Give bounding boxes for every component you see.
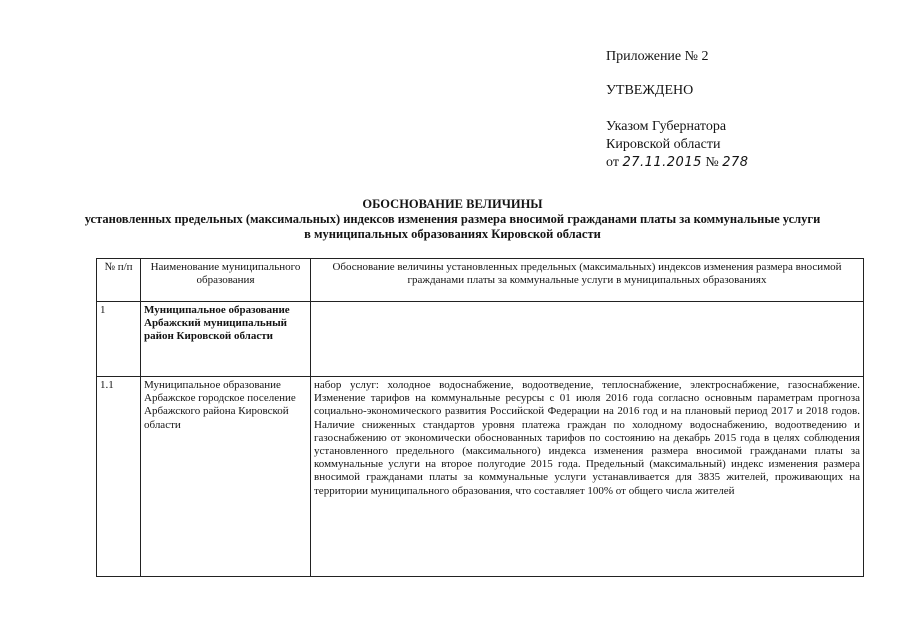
date-prefix: от: [606, 155, 619, 170]
row-justification: [311, 302, 864, 377]
decree-number: 278: [722, 155, 749, 170]
header-justification: Обоснование величины установленных предельных (максимальных) индексов изменения размера вносимой гражданами платы за коммунальные услуги в муниципальных образованиях: [311, 259, 864, 302]
row-number: 1.1: [97, 377, 141, 577]
justification-table: [96, 258, 864, 577]
decree-date: 27.11.2015: [622, 155, 702, 170]
table-header-row: [97, 259, 864, 302]
title-line-1: ОБОСНОВАНИЕ ВЕЛИЧИНЫ: [362, 197, 543, 211]
appendix-number: Приложение № 2: [606, 49, 709, 64]
row-name: Муниципальное образование Арбажское городское поселение Арбажского района Кировской области: [141, 377, 311, 577]
table-row: [97, 302, 864, 377]
number-prefix: №: [705, 155, 719, 170]
approved-stamp-text: УТВЕЖДЕНО: [606, 83, 694, 98]
decree-date-line: [606, 154, 749, 172]
decree-line-1: Указом Губернатора: [606, 119, 727, 134]
appendix-block: [606, 48, 749, 172]
row-number: 1: [97, 302, 141, 377]
title-line-2: установленных предельных (максимальных) индексов изменения размера вносимой гражданами платы за коммунальные услуги: [84, 212, 821, 226]
table-row: [97, 377, 864, 577]
row-justification: набор услуг: холодное водоснабжение, водоотведение, теплоснабжение, электроснабжение, газоснабжение. Изменение тарифов на коммунальные ресурсы с 01 июля 2016 года согласно основным параметрам прогноза социально-экономического развития Российской Федерации на 2016 год и на плановый период 2017 и 2018 годов. Наличие сниженных стандартов уровня платежа граждан по холодному водоснабжению, водоотведению и газоснабжению от экономически обоснованных тарифов по состоянию на декабрь 2015 года в целях соблюдения установленного предельного (максимального) индекса изменения размера вносимой гражданами платы за коммунальные услуги на второе полугодие 2015 года. Предельный (максимальный) индекс изменения размера вносимой гражданами платы за коммунальные услуги устанавливается для 3835 жителей, проживающих на территории муниципального образования, что составляет 100% от общего числа жителей: [311, 377, 864, 577]
decree-line-2: Кировской области: [606, 137, 721, 152]
header-name: Наименование муниципального образования: [141, 259, 311, 302]
row-name: Муниципальное образование Арбажский муниципальный район Кировской области: [141, 302, 311, 377]
title-line-3: в муниципальных образованиях Кировской области: [304, 227, 601, 241]
document-title: [0, 197, 905, 242]
header-number: № п/п: [97, 259, 141, 302]
